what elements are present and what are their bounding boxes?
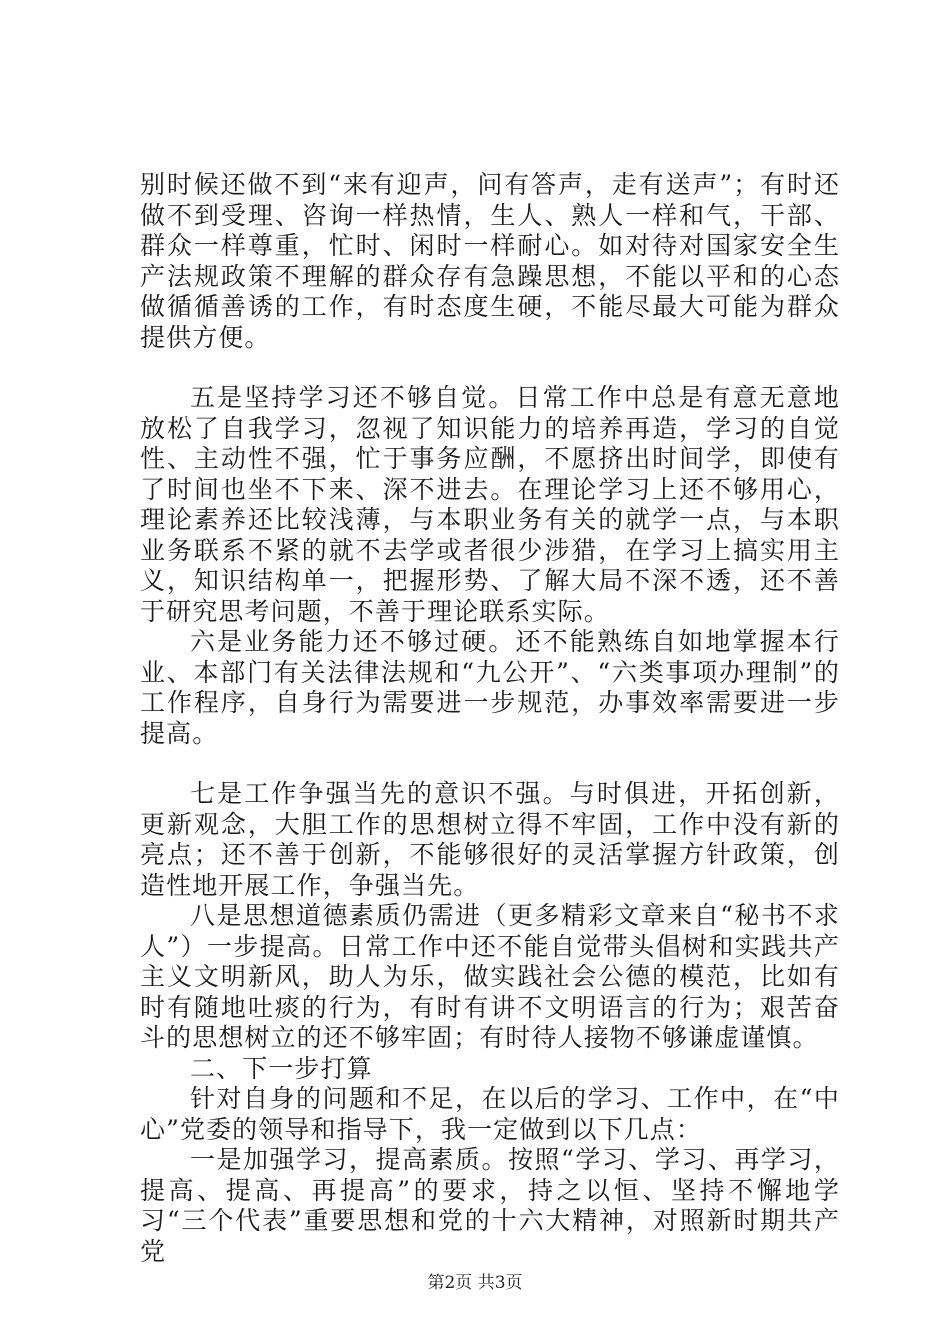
section-heading-next-steps: 二、下一步打算: [190, 1053, 373, 1083]
paragraph-point-seven: 七是工作争强当先的意识不强。与时俱进，开拓创新，更新观念，大胆工作的思想树立得不牢固，工作中没有新的亮点；还不善于创新，不能够很好的灵活掌握方针政策，创造性地开展工作，争强当先。: [140, 779, 840, 900]
document-body: [140, 170, 840, 1267]
paragraph-point-eight: 八是思想道德素质仍需进（更多精彩文章来自“秘书不求人”）一步提高。日常工作中还不能自觉带头倡树和实践共产主义文明新风，助人为乐，做实践社会公德的模范，比如有时有随地吐痰的行为，有时有讲不文明语言的行为；艰苦奋斗的思想树立的还不够牢固；有时待人接物不够谦虚谨慎。: [140, 901, 840, 1052]
paragraph-point-six: 六是业务能力还不够过硬。还不能熟练自如地掌握本行业、本部门有关法律法规和“九公开”、“六类事项办理制”的工作程序，自身行为需要进一步规范，办事效率需要进一步提高。: [140, 627, 840, 748]
paragraph-plan-one: 一是加强学习，提高素质。按照“学习、学习、再学习，提高、提高、再提高”的要求，持之以恒、坚持不懈地学习“三个代表”重要思想和党的十六大精神，对照新时期共产党: [140, 1145, 840, 1266]
paragraph-intro-plans: 针对自身的问题和不足，在以后的学习、工作中，在“中心”党委的领导和指导下，我一定做到以下几点：: [140, 1084, 840, 1144]
paragraph-continuation: 别时候还做不到“来有迎声，问有答声，走有送声”；有时还做不到受理、咨询一样热情，生人、熟人一样和气，干部、群众一样尊重，忙时、闲时一样耐心。如对待对国家安全生产法规政策不理解的群众存有急躁思想，不能以平和的心态做循循善诱的工作，有时态度生硬，不能尽最大可能为群众提供方便。: [140, 170, 840, 352]
page-footer: 第2页 共3页: [427, 1273, 523, 1293]
paragraph-point-five: 五是坚持学习还不够自觉。日常工作中总是有意无意地放松了自我学习，忽视了知识能力的培养再造，学习的自觉性、主动性不强，忙于事务应酬，不愿挤出时间学，即使有了时间也坐不下来、深不进去。在理论学习上还不够用心，理论素养还比较浅薄，与本职业务有关的就学一点，与本职业务联系不紧的就不去学或者很少涉猎，在学习上搞实用主义，知识结构单一，把握形势、了解大局不深不透，还不善于研究思考问题，不善于理论联系实际。: [140, 383, 840, 626]
